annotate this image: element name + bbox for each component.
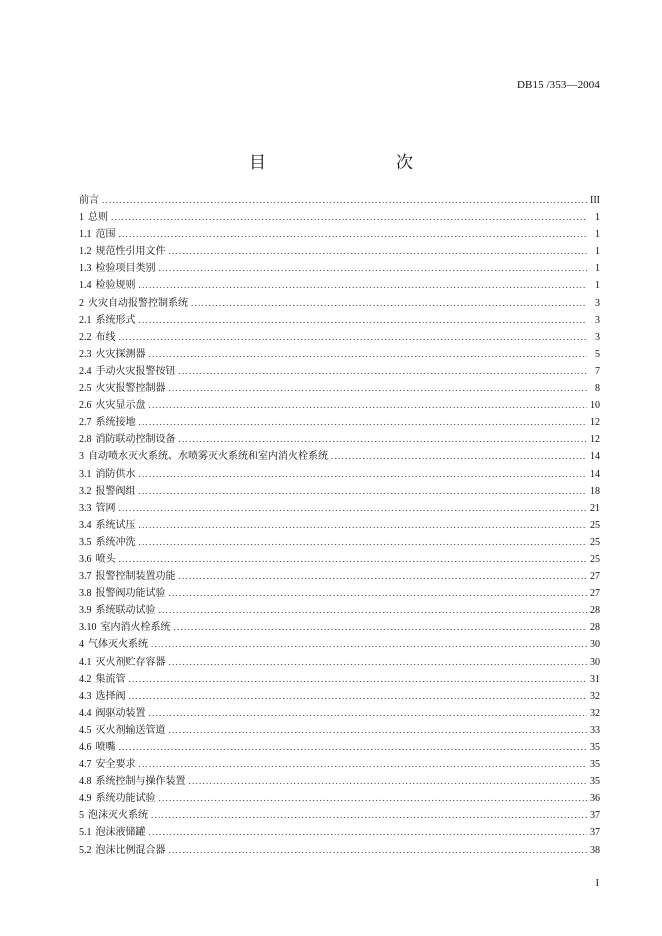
toc-entry-label: 泡沫液储罐 <box>95 827 146 839</box>
toc-dot-leader <box>179 431 588 448</box>
toc-entry-page: 33 <box>590 724 600 736</box>
toc-entry-label: 喷头 <box>95 553 116 565</box>
toc-entry-page: 1 <box>595 212 600 224</box>
toc-entry-label: 消防供水 <box>95 468 136 480</box>
toc-entry-number: 2.7 <box>79 417 92 429</box>
toc-dot-leader <box>119 226 588 243</box>
toc-entry[interactable] <box>79 551 600 568</box>
toc-entry-page: 31 <box>590 673 600 685</box>
toc-entry-page: 37 <box>590 810 600 822</box>
toc-entry-page: 1 <box>595 263 600 275</box>
toc-dot-leader <box>119 500 588 517</box>
toc-entry-page: 12 <box>590 417 600 429</box>
toc-entry-label: 安全要求 <box>95 759 136 771</box>
toc-dot-leader <box>149 824 588 841</box>
toc-entry-page: 25 <box>590 553 600 565</box>
toc-entry-number: 3.5 <box>79 536 92 548</box>
toc-entry-number: 2.4 <box>79 365 92 377</box>
toc-entry[interactable] <box>79 807 600 824</box>
toc-entry[interactable] <box>79 431 600 448</box>
toc-entry[interactable] <box>79 329 600 346</box>
toc-entry-page: 25 <box>590 536 600 548</box>
toc-dot-leader <box>139 312 588 329</box>
toc-entry-label: 管网 <box>95 502 116 514</box>
toc-entry-label: 选择阀 <box>95 690 126 702</box>
toc-dot-leader <box>129 671 588 688</box>
toc-dot-leader <box>151 807 587 824</box>
toc-entry-label: 室内消火栓系统 <box>100 622 171 634</box>
toc-entry[interactable] <box>79 483 600 500</box>
toc-entry[interactable] <box>79 500 600 517</box>
toc-entry[interactable] <box>79 705 600 722</box>
toc-entry-page: 28 <box>590 622 600 634</box>
toc-entry-label: 阀驱动装置 <box>95 707 146 719</box>
toc-entry-number: 5 <box>79 810 84 822</box>
toc-entry[interactable] <box>79 192 600 209</box>
toc-entry-number: 4.2 <box>79 673 92 685</box>
toc-entry-page: 5 <box>595 348 600 360</box>
toc-entry-label: 火灾显示盘 <box>95 400 146 412</box>
toc-dot-leader <box>119 551 588 568</box>
toc-entry-page: 35 <box>590 759 600 771</box>
toc-dot-leader <box>169 722 588 739</box>
toc-entry-page: 25 <box>590 519 600 531</box>
toc-entry-page: 32 <box>590 707 600 719</box>
toc-entry-label: 泡沫比例混合器 <box>95 844 166 856</box>
toc-entry[interactable] <box>79 209 600 226</box>
toc-entry[interactable] <box>79 397 600 414</box>
toc-entry-page: 36 <box>590 793 600 805</box>
toc-entry-number: 4.3 <box>79 690 92 702</box>
toc-entry-label: 布线 <box>95 331 116 343</box>
toc-entry-label: 火灾报警控制器 <box>95 383 166 395</box>
toc-entry-number: 3.6 <box>79 553 92 565</box>
toc-entry[interactable] <box>79 824 600 841</box>
table-of-contents <box>79 192 600 859</box>
toc-dot-leader <box>102 192 587 209</box>
toc-entry[interactable] <box>79 654 600 671</box>
toc-entry[interactable] <box>79 671 600 688</box>
toc-entry[interactable] <box>79 585 600 602</box>
toc-dot-leader <box>149 705 588 722</box>
toc-entry-number: 2.5 <box>79 383 92 395</box>
toc-entry[interactable] <box>79 363 600 380</box>
toc-dot-leader <box>111 209 587 226</box>
toc-entry-page: 1 <box>595 246 600 258</box>
toc-entry-number: 2.1 <box>79 314 92 326</box>
toc-entry-page: 14 <box>590 451 600 463</box>
toc-dot-leader <box>149 397 588 414</box>
toc-entry[interactable] <box>79 619 600 636</box>
toc-entry-page: 37 <box>590 827 600 839</box>
toc-entry-label: 报警控制装置功能 <box>95 571 176 583</box>
toc-entry-page: 3 <box>595 314 600 326</box>
document-code: DB15 /353—2004 <box>517 79 600 91</box>
toc-entry-label: 集流管 <box>95 673 126 685</box>
toc-entry-number: 2.8 <box>79 434 92 446</box>
toc-entry-number: 1.3 <box>79 263 92 275</box>
toc-dot-leader <box>139 756 588 773</box>
toc-entry-number: 4.6 <box>79 742 92 753</box>
toc-dot-leader <box>159 602 588 619</box>
page-title: 目 次 <box>249 153 445 174</box>
toc-entry[interactable] <box>79 243 600 260</box>
toc-entry[interactable] <box>79 790 600 807</box>
toc-entry[interactable] <box>79 517 600 534</box>
page-number: I <box>595 878 599 889</box>
toc-dot-leader <box>139 534 588 551</box>
toc-entry-number: 3.2 <box>79 485 92 497</box>
toc-entry[interactable] <box>79 380 600 397</box>
toc-entry-number: 2 <box>79 297 84 309</box>
toc-entry[interactable] <box>79 312 600 329</box>
toc-dot-leader <box>139 466 588 483</box>
toc-dot-leader <box>139 517 588 534</box>
toc-entry[interactable] <box>79 346 600 363</box>
toc-entry-label: 灭火剂输送管道 <box>95 724 166 736</box>
toc-entry[interactable] <box>79 568 600 585</box>
toc-dot-leader <box>139 414 588 431</box>
toc-entry-number: 4.4 <box>79 707 92 719</box>
toc-entry-number: 3.3 <box>79 502 92 514</box>
toc-dot-leader <box>191 295 587 312</box>
toc-entry-label: 自动喷水灭火系统、水喷雾灭火系统和室内消火栓系统 <box>88 451 328 463</box>
toc-entry-page: 35 <box>590 742 600 753</box>
toc-dot-leader <box>169 842 588 859</box>
toc-entry-page: 35 <box>590 776 600 788</box>
toc-entry-label: 系统接地 <box>95 417 136 429</box>
toc-entry-page: 30 <box>590 639 600 651</box>
toc-entry-number: 4 <box>79 639 84 651</box>
toc-entry[interactable] <box>79 414 600 431</box>
toc-entry-number: 4.8 <box>79 776 92 788</box>
toc-entry-page: 8 <box>595 383 600 395</box>
toc-entry-label: 总则 <box>88 212 108 224</box>
toc-entry-number: 3.7 <box>79 571 92 583</box>
toc-entry-number: 2.3 <box>79 348 92 360</box>
toc-entry-page: 27 <box>590 571 600 583</box>
toc-entry-page: 21 <box>590 502 600 514</box>
toc-entry[interactable] <box>79 688 600 705</box>
toc-dot-leader <box>331 448 587 465</box>
toc-dot-leader <box>169 585 588 602</box>
toc-dot-leader <box>129 688 588 705</box>
toc-entry-page: 7 <box>595 365 600 377</box>
toc-entry-number: 1.2 <box>79 246 92 258</box>
toc-entry[interactable] <box>79 842 600 859</box>
toc-entry-number: 3.9 <box>79 605 92 617</box>
toc-entry[interactable] <box>79 277 600 294</box>
toc-entry-page: 3 <box>595 331 600 343</box>
toc-entry-label: 范围 <box>95 229 116 241</box>
toc-entry-page: 28 <box>590 605 600 617</box>
toc-entry-label: 检验规则 <box>95 280 136 292</box>
toc-entry-label: 系统试压 <box>95 519 136 531</box>
toc-entry-label: 消防联动控制设备 <box>95 434 176 446</box>
toc-entry-number: 5.1 <box>79 827 92 839</box>
toc-dot-leader <box>169 243 588 260</box>
toc-entry-number: 1.4 <box>79 280 92 292</box>
toc-entry[interactable] <box>79 773 600 790</box>
toc-dot-leader <box>169 654 588 671</box>
toc-entry-label: 喷嘴 <box>95 742 116 753</box>
toc-entry-number: 1 <box>79 212 84 224</box>
toc-entry-number: 4.1 <box>79 656 92 668</box>
toc-entry-label: 系统形式 <box>95 314 136 326</box>
toc-entry-number: 3 <box>79 451 84 463</box>
toc-entry[interactable] <box>79 466 600 483</box>
toc-dot-leader <box>189 773 588 790</box>
toc-dot-leader <box>151 636 587 653</box>
toc-entry-page: 10 <box>590 400 600 412</box>
toc-entry-label: 报警阀组 <box>95 485 136 497</box>
toc-dot-leader <box>159 260 588 277</box>
toc-entry-number: 1.1 <box>79 229 92 241</box>
toc-entry-number: 2.6 <box>79 400 92 412</box>
toc-dot-leader <box>179 363 588 380</box>
toc-entry-number: 4.9 <box>79 793 92 805</box>
toc-entry-label: 火灾自动报警控制系统 <box>88 297 188 309</box>
toc-entry-number: 4.7 <box>79 759 92 771</box>
toc-entry-page: 18 <box>590 485 600 497</box>
toc-entry-number: 2.2 <box>79 331 92 343</box>
toc-entry-page: 32 <box>590 690 600 702</box>
toc-dot-leader <box>139 483 588 500</box>
toc-entry-number: 3.10 <box>79 622 97 634</box>
toc-entry-page: 12 <box>590 434 600 446</box>
toc-entry-label: 规范性引用文件 <box>95 246 166 258</box>
toc-entry-label: 灭火剂贮存容器 <box>95 656 166 668</box>
toc-entry-label: 系统联动试验 <box>95 605 156 617</box>
toc-entry[interactable] <box>79 636 600 653</box>
toc-dot-leader <box>174 619 588 636</box>
toc-entry[interactable] <box>79 448 600 465</box>
toc-entry-number: 5.2 <box>79 844 92 856</box>
toc-dot-leader <box>179 568 588 585</box>
toc-dot-leader <box>169 380 588 397</box>
toc-entry[interactable] <box>79 722 600 739</box>
toc-dot-leader <box>119 329 588 346</box>
toc-entry[interactable] <box>79 602 600 619</box>
toc-entry-page: 14 <box>590 468 600 480</box>
toc-entry-page: 27 <box>590 588 600 600</box>
toc-entry-label: 前言 <box>79 195 99 206</box>
toc-dot-leader <box>119 739 588 756</box>
toc-entry-label: 系统冲洗 <box>95 536 136 548</box>
toc-entry-number: 3.4 <box>79 519 92 531</box>
toc-entry-page: 1 <box>595 280 600 292</box>
toc-entry-label: 系统功能试验 <box>95 793 156 805</box>
toc-entry-number: 3.8 <box>79 588 92 600</box>
toc-entry-page: 3 <box>595 297 600 309</box>
toc-entry[interactable] <box>79 260 600 277</box>
toc-entry-label: 手动火灾报警按钮 <box>95 365 176 377</box>
toc-dot-leader <box>149 346 588 363</box>
toc-entry[interactable] <box>79 295 600 312</box>
toc-entry[interactable] <box>79 226 600 243</box>
toc-entry[interactable] <box>79 534 600 551</box>
toc-entry-label: 泡沫灭火系统 <box>88 810 148 822</box>
toc-dot-leader <box>139 277 588 294</box>
toc-entry[interactable] <box>79 739 600 756</box>
toc-entry-page: 1 <box>595 229 600 241</box>
toc-entry-label: 检验项目类别 <box>95 263 156 275</box>
toc-entry-page: 30 <box>590 656 600 668</box>
toc-entry-label: 气体灭火系统 <box>88 639 148 651</box>
toc-entry-page: III <box>590 195 600 206</box>
toc-entry-label: 报警阀功能试验 <box>95 588 166 600</box>
toc-entry[interactable] <box>79 756 600 773</box>
toc-entry-label: 系统控制与操作装置 <box>95 776 186 788</box>
toc-entry-number: 3.1 <box>79 468 92 480</box>
toc-entry-number: 4.5 <box>79 724 92 736</box>
toc-entry-page: 38 <box>590 844 600 856</box>
toc-dot-leader <box>159 790 588 807</box>
toc-entry-label: 火灾探测器 <box>95 348 146 360</box>
